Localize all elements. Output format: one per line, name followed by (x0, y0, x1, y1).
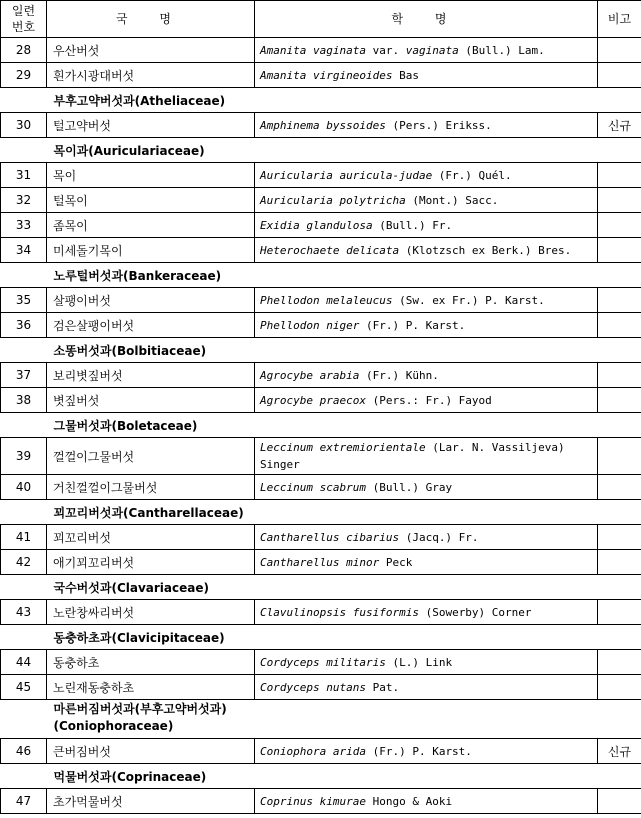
family-label: 동충하초과(Clavicipitaceae) (53, 630, 225, 645)
table-row (1, 163, 641, 188)
scientific-name-cell (255, 313, 598, 338)
korean-name-cell: 흰가시광대버섯 (47, 63, 255, 88)
scientific-author: (Fr.) Kühn. (359, 368, 439, 382)
serial-number-cell: 46 (1, 739, 47, 764)
family-row (1, 500, 641, 525)
header-scientific-name: 학 명 (255, 1, 598, 38)
scientific-author: (Fr.) P. Karst. (365, 744, 472, 758)
scientific-author: Peck (379, 555, 413, 569)
scientific-genus-species: Coniophora arida (260, 744, 366, 758)
note-cell (598, 438, 641, 475)
scientific-name-cell (255, 550, 598, 575)
korean-name-cell: 껄껄이그물버섯 (47, 438, 255, 475)
scientific-name-cell (255, 438, 598, 475)
scientific-name-cell (255, 213, 598, 238)
scientific-genus-species: Agrocybe arabia (260, 368, 360, 382)
korean-name-cell: 살팽이버섯 (47, 288, 255, 313)
table-row (1, 213, 641, 238)
korean-name-cell: 검은살팽이버섯 (47, 313, 255, 338)
note-cell: 신규 (598, 739, 641, 764)
header-korean-name: 국 명 (47, 1, 255, 38)
scientific-genus-species: Coprinus kimurae (260, 794, 366, 808)
table-row (1, 525, 641, 550)
note-cell (598, 188, 641, 213)
serial-number-cell: 45 (1, 675, 47, 700)
korean-name-cell: 동충하초 (47, 650, 255, 675)
note-cell (598, 600, 641, 625)
family-row (1, 625, 641, 650)
scientific-genus-species: Cantharellus cibarius (260, 530, 400, 544)
family-row (1, 263, 641, 288)
scientific-author: (Pers.: Fr.) Fayod (365, 393, 492, 407)
table-row (1, 388, 641, 413)
scientific-author: (Sw. ex Fr.) P. Karst. (392, 293, 545, 307)
serial-number-cell: 31 (1, 163, 47, 188)
family-name (1, 263, 641, 288)
serial-number-cell: 47 (1, 789, 47, 814)
serial-number-cell: 34 (1, 238, 47, 263)
serial-number-cell: 42 (1, 550, 47, 575)
family-name (1, 764, 641, 789)
table-row (1, 113, 641, 138)
table-row (1, 675, 641, 700)
note-cell (598, 525, 641, 550)
scientific-author: Bas (392, 68, 419, 82)
serial-number-cell: 39 (1, 438, 47, 475)
table-row (1, 63, 641, 88)
scientific-author: (Fr.) P. Karst. (359, 318, 466, 332)
family-name (1, 413, 641, 438)
family-name (1, 575, 641, 600)
family-row (1, 764, 641, 789)
family-name (1, 625, 641, 650)
family-row (1, 700, 641, 739)
korean-name-cell: 털고약버섯 (47, 113, 255, 138)
serial-number-cell: 43 (1, 600, 47, 625)
serial-number-cell: 30 (1, 113, 47, 138)
table-row (1, 238, 641, 263)
serial-number-cell: 40 (1, 475, 47, 500)
serial-number-cell: 32 (1, 188, 47, 213)
header-serial-number (1, 1, 47, 38)
korean-name-cell: 노린재동충하초 (47, 675, 255, 700)
scientific-genus-species: Leccinum extremiorientale (260, 441, 426, 454)
scientific-author: Pat. (365, 680, 400, 694)
scientific-genus-species: Cordyceps nutans (260, 680, 366, 694)
family-name (1, 138, 641, 163)
family-label: 노루털버섯과(Bankeraceae) (53, 268, 222, 283)
scientific-genus-species: Auricularia auricula-judae (260, 168, 433, 182)
scientific-genus-species: Amphinema byssoides (260, 118, 386, 132)
scientific-name-cell (255, 475, 598, 500)
scientific-name-cell (255, 600, 598, 625)
table-header-row (1, 1, 641, 38)
family-label: 소똥버섯과(Bolbitiaceae) (53, 343, 207, 358)
scientific-name-cell (255, 288, 598, 313)
header-serial-line2: 번호 (11, 20, 36, 34)
family-label: 목이과(Auriculariaceae) (53, 143, 205, 158)
korean-name-cell: 좀목이 (47, 213, 255, 238)
note-cell (598, 63, 641, 88)
korean-name-cell: 거친껄껄이그물버섯 (47, 475, 255, 500)
family-name (1, 88, 641, 113)
note-cell (598, 550, 641, 575)
scientific-author: (Klotzsch ex Berk.) Bres. (399, 243, 572, 257)
korean-name-cell: 보리볏짚버섯 (47, 363, 255, 388)
table-row (1, 438, 641, 475)
scientific-genus-species: Auricularia polytricha (260, 193, 406, 207)
scientific-genus-species: Phellodon niger (260, 318, 360, 332)
family-label: 마른버짐버섯과(부후고약버섯과) (53, 702, 227, 716)
serial-number-cell: 33 (1, 213, 47, 238)
scientific-author: (Bull.) Gray (365, 480, 453, 494)
family-label: 꾀꼬리버섯과(Cantharellaceae) (53, 505, 244, 520)
scientific-name-cell (255, 650, 598, 675)
family-label: 부후고약버섯과(Atheliaceae) (53, 93, 226, 108)
family-name (1, 338, 641, 363)
serial-number-cell: 37 (1, 363, 47, 388)
scientific-infra-epithet: vaginata (405, 43, 459, 57)
scientific-genus-species: Cordyceps militaris (260, 655, 386, 669)
table-row (1, 600, 641, 625)
family-label-line2: (Coniophoraceae) (53, 719, 174, 733)
family-label: 국수버섯과(Clavariaceae) (53, 580, 209, 595)
scientific-name-cell (255, 38, 598, 63)
scientific-name-cell (255, 363, 598, 388)
scientific-name-cell (255, 789, 598, 814)
note-cell (598, 475, 641, 500)
family-row (1, 413, 641, 438)
scientific-name-cell (255, 739, 598, 764)
serial-number-cell: 29 (1, 63, 47, 88)
table-row (1, 313, 641, 338)
serial-number-cell: 35 (1, 288, 47, 313)
note-cell (598, 789, 641, 814)
scientific-author: (Bull.) Fr. (372, 218, 453, 232)
scientific-name-cell (255, 163, 598, 188)
note-cell (598, 238, 641, 263)
note-cell (598, 288, 641, 313)
serial-number-cell: 44 (1, 650, 47, 675)
korean-name-cell: 애기꾀꼬리버섯 (47, 550, 255, 575)
scientific-genus-species: Amanita virgineoides (260, 68, 393, 82)
note-cell (598, 213, 641, 238)
note-cell (598, 650, 641, 675)
scientific-rank: var. (365, 43, 406, 57)
korean-name-cell: 노란창싸리버섯 (47, 600, 255, 625)
scientific-genus-species: Phellodon melaleucus (260, 293, 393, 307)
table-row (1, 739, 641, 764)
scientific-genus-species: Agrocybe praecox (260, 393, 366, 407)
table-row (1, 475, 641, 500)
korean-name-cell: 목이 (47, 163, 255, 188)
scientific-genus-species: Clavulinopsis fusiformis (260, 605, 419, 619)
table-row (1, 188, 641, 213)
header-serial-line1: 일련 (11, 4, 36, 18)
scientific-name-cell (255, 525, 598, 550)
scientific-author: (Sowerby) Corner (418, 605, 532, 619)
note-cell (598, 163, 641, 188)
serial-number-cell: 41 (1, 525, 47, 550)
scientific-name-cell (255, 113, 598, 138)
scientific-name-cell (255, 675, 598, 700)
scientific-name-cell (255, 238, 598, 263)
table-row (1, 363, 641, 388)
korean-name-cell: 우산버섯 (47, 38, 255, 63)
serial-number-cell: 28 (1, 38, 47, 63)
korean-name-cell: 큰버짐버섯 (47, 739, 255, 764)
note-cell (598, 388, 641, 413)
korean-name-cell: 초가먹물버섯 (47, 789, 255, 814)
family-name (1, 500, 641, 525)
family-label: 먹물버섯과(Coprinaceae) (53, 769, 207, 784)
scientific-author: (Pers.) Erikss. (385, 118, 492, 132)
family-label: 그물버섯과(Boletaceae) (53, 418, 198, 433)
scientific-author: (Bull.) Lam. (458, 43, 545, 57)
scientific-author: (Jacq.) Fr. (399, 530, 479, 544)
serial-number-cell: 36 (1, 313, 47, 338)
korean-name-cell: 털목이 (47, 188, 255, 213)
scientific-name-cell (255, 188, 598, 213)
table-row (1, 789, 641, 814)
family-name (1, 700, 641, 739)
family-row (1, 575, 641, 600)
family-row (1, 338, 641, 363)
korean-name-cell: 볏짚버섯 (47, 388, 255, 413)
scientific-author: (Lar. N. Vassiljeva) Singer (260, 441, 565, 471)
note-cell (598, 363, 641, 388)
korean-name-cell: 꾀꼬리버섯 (47, 525, 255, 550)
scientific-genus-species: Exidia glandulosa (260, 218, 373, 232)
scientific-author: (Fr.) Quél. (432, 168, 512, 182)
table-row (1, 288, 641, 313)
table-row (1, 550, 641, 575)
scientific-name-cell (255, 63, 598, 88)
serial-number-cell: 38 (1, 388, 47, 413)
scientific-author: Hongo & Aoki (365, 794, 453, 808)
scientific-author: (L.) Link (385, 655, 453, 669)
scientific-name-cell (255, 388, 598, 413)
korean-name-cell: 미세돌기목이 (47, 238, 255, 263)
family-row (1, 138, 641, 163)
scientific-author: (Mont.) Sacc. (405, 193, 499, 207)
note-cell (598, 38, 641, 63)
family-row (1, 88, 641, 113)
scientific-genus-species: Leccinum scabrum (260, 480, 366, 494)
scientific-genus-species: Cantharellus minor (260, 555, 380, 569)
note-cell: 신규 (598, 113, 641, 138)
scientific-genus-species: Heterochaete delicata (260, 243, 400, 257)
header-note: 비고 (598, 1, 641, 38)
table-row (1, 650, 641, 675)
note-cell (598, 675, 641, 700)
note-cell (598, 313, 641, 338)
table-row (1, 38, 641, 63)
scientific-genus-species: Amanita vaginata (260, 43, 366, 57)
